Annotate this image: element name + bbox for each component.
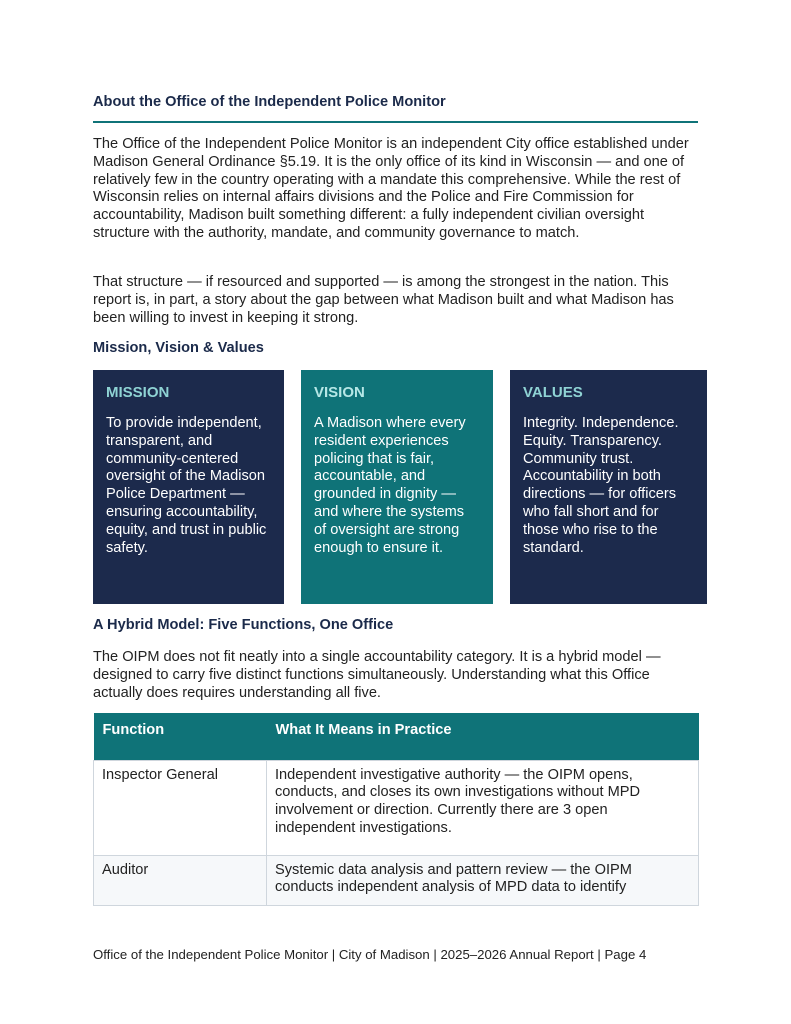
table-cell-meaning: Independent investigative authority — the OIPM opens, conducts, and closes its own investigations without MPD involvement or direction. Currently there are 3 open independent investigations.: [267, 760, 699, 855]
table-row: [94, 760, 699, 855]
mission-vision-values-heading: Mission, Vision & Values: [93, 340, 264, 356]
hybrid-paragraph: The OIPM does not fit neatly into a single accountability category. It is a hybrid model — designed to carry five distinct functions simultaneously. Understanding what this Office actually does requires understanding all five.: [93, 649, 661, 701]
vision-text: A Madison where every resident experiences policing that is fair, accountable, and grounded in dignity — and where the systems of oversight are strong enough to ensure it.: [314, 415, 466, 556]
vision-title: VISION: [314, 384, 365, 401]
mission-text: To provide independent, transparent, and community-centered oversight of the Madison Police Department — ensuring accountability, equity, and trust in public safety.: [106, 415, 267, 556]
values-title: VALUES: [523, 384, 583, 401]
values-box: [510, 370, 707, 604]
table-header-meaning: What It Means in Practice: [267, 713, 699, 760]
vision-box: [301, 370, 493, 604]
table-header-row: [94, 713, 699, 760]
section-divider: [93, 121, 698, 123]
functions-table: [93, 713, 699, 906]
mission-box: [93, 370, 284, 604]
table-cell-meaning: Systemic data analysis and pattern review — the OIPM conducts independent analysis of MPD data to identify: [267, 855, 699, 906]
hybrid-model-heading: A Hybrid Model: Five Functions, One Office: [93, 617, 394, 633]
table-cell-function: Auditor: [94, 855, 267, 906]
page-footer: Office of the Independent Police Monitor | City of Madison | 2025–2026 Annual Report | Page 4: [93, 947, 647, 962]
about-paragraph-1: The Office of the Independent Police Monitor is an independent City office established under Madison General Ordinance §5.19. It is the only office of its kind in Wisconsin — and one of relatively few in the country operating with a mandate this comprehensive. While the rest of Wisconsin relies on internal affairs divisions and the Police and Fire Commission for accountability, Madison built something different: a fully independent civilian oversight structure with the authority, mandate, and community governance to match.: [93, 136, 689, 241]
mission-title: MISSION: [106, 384, 170, 401]
table-row: [94, 855, 699, 906]
table-cell-function: Inspector General: [94, 760, 267, 855]
values-text: Integrity. Independence. Equity. Transparency. Community trust. Accountability in both directions — for officers who fall short and for those who rise to the standard.: [523, 415, 679, 556]
about-paragraph-2: That structure — if resourced and supported — is among the strongest in the nation. This report is, in part, a story about the gap between what Madison built and what Madison has been willing to invest in keeping it strong.: [93, 274, 674, 326]
table-header-function: Function: [94, 713, 267, 760]
about-heading: About the Office of the Independent Police Monitor: [93, 94, 446, 110]
